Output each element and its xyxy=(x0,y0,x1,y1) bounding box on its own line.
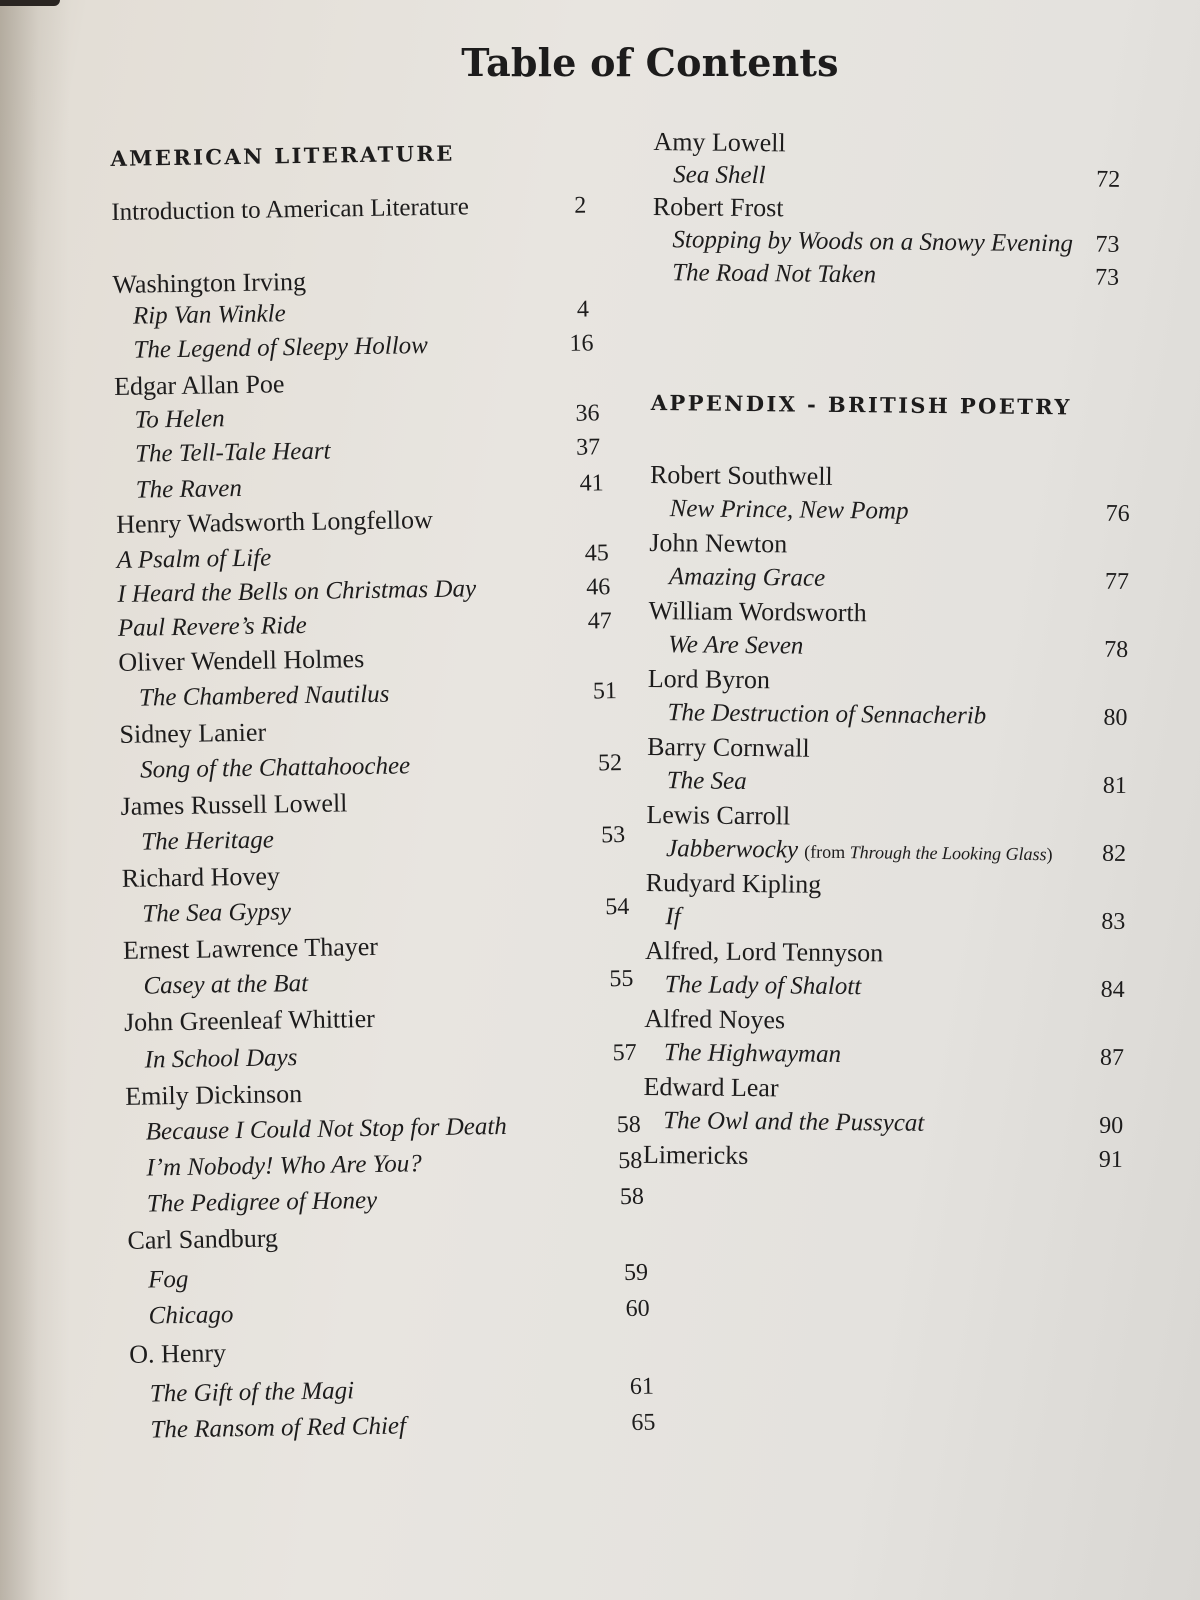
toc-author: Lewis Carroll xyxy=(646,799,791,831)
toc-row xyxy=(112,266,307,302)
toc-work: The Pedigree of Honey xyxy=(146,1186,378,1218)
page-number: 45 xyxy=(584,540,609,567)
toc-author: Sidney Lanier xyxy=(119,717,267,749)
toc-work: If xyxy=(665,903,681,931)
toc-work: The Tell-Tale Heart xyxy=(134,437,331,468)
page-number: 47 xyxy=(587,608,613,635)
toc-row xyxy=(127,1183,645,1222)
page-number: 46 xyxy=(586,574,611,601)
toc-work: To Helen xyxy=(134,405,225,434)
toc-work: Casey at the Bat xyxy=(143,969,309,1000)
toc-row xyxy=(113,369,285,404)
page-number: 84 xyxy=(1100,976,1125,1003)
toc-author: Robert Frost xyxy=(652,191,784,223)
toc-row xyxy=(116,504,434,542)
toc-author: Richard Hovey xyxy=(121,861,281,893)
section-heading-american: AMERICAN LITERATURE xyxy=(110,140,455,171)
toc-row xyxy=(129,1338,227,1372)
toc-work: The Road Not Taken xyxy=(672,259,877,289)
toc-work: The Legend of Sleepy Hollow xyxy=(133,332,429,364)
toc-work-note-close: ) xyxy=(1046,844,1053,865)
toc-work: The Sea Gypsy xyxy=(142,898,292,928)
toc-row xyxy=(126,1147,643,1186)
toc-author: Barry Cornwall xyxy=(647,731,810,763)
page-number: 41 xyxy=(579,470,604,497)
toc-author: Edgar Allan Poe xyxy=(113,369,285,401)
toc-row xyxy=(126,1111,641,1150)
page-number: 90 xyxy=(1099,1112,1124,1139)
page-number: 65 xyxy=(631,1409,656,1436)
toc-author: Henry Wadsworth Longfellow xyxy=(116,504,434,539)
toc-work: Song of the Chattahoochee xyxy=(139,752,411,784)
toc-row xyxy=(115,470,604,508)
page-number: 61 xyxy=(629,1373,655,1400)
page-number: 37 xyxy=(575,434,601,461)
toc-row xyxy=(114,400,600,438)
toc-work: The Raven xyxy=(135,474,243,504)
page-number: 4 xyxy=(576,296,590,323)
page-number: 81 xyxy=(1102,772,1127,799)
toc-work: A Psalm of Life xyxy=(116,544,272,574)
toc-row xyxy=(122,931,379,968)
toc-row xyxy=(127,1223,279,1258)
toc-author: Carl Sandburg xyxy=(127,1223,279,1255)
page-number: 52 xyxy=(597,750,623,777)
toc-row-intro xyxy=(111,192,587,230)
page-number: 72 xyxy=(1096,166,1121,193)
page-number: 54 xyxy=(605,893,630,921)
page-number: 36 xyxy=(575,400,600,427)
toc-work: The Lady of Shalott xyxy=(664,971,862,1001)
page-number: 80 xyxy=(1103,704,1128,731)
toc-row xyxy=(123,965,634,1004)
page-number: 82 xyxy=(1101,840,1127,867)
toc-work: The Chambered Nautilus xyxy=(138,680,390,712)
toc-work: The Owl and the Pussycat xyxy=(663,1107,925,1137)
toc-work: The Sea xyxy=(666,767,747,796)
toc-row xyxy=(116,540,609,578)
toc-author: Edward Lear xyxy=(643,1071,779,1103)
toc-work: The Highwayman xyxy=(663,1039,842,1069)
toc-row xyxy=(128,1295,650,1334)
page-number: 59 xyxy=(623,1259,649,1287)
page-number: 73 xyxy=(1094,264,1120,291)
toc-author: Lord Byron xyxy=(647,663,771,695)
toc-work: I’m Nobody! Who Are You? xyxy=(146,1150,422,1182)
page-number: 2 xyxy=(574,192,587,219)
toc-work: We Are Seven xyxy=(668,631,804,660)
page-number: 58 xyxy=(616,1111,641,1139)
toc-author: Rudyard Kipling xyxy=(645,867,822,899)
toc-row xyxy=(120,788,348,824)
toc-row xyxy=(118,644,365,680)
toc-work: Chicago xyxy=(148,1301,234,1330)
page-number: 78 xyxy=(1104,636,1129,663)
toc-work: Sea Shell xyxy=(673,161,766,190)
toc-author: O. Henry xyxy=(129,1338,227,1369)
toc-work: Paul Revere’s Ride xyxy=(117,611,307,642)
toc-row xyxy=(128,1259,649,1298)
toc-author: James Russell Lowell xyxy=(120,788,348,821)
page-number: 58 xyxy=(618,1147,643,1175)
toc-row xyxy=(113,296,590,334)
toc-work: The Destruction of Sennacherib xyxy=(667,699,987,730)
page-number: 91 xyxy=(1098,1146,1124,1173)
toc-work: Because I Could Not Stop for Death xyxy=(145,1112,508,1146)
page-number: 60 xyxy=(625,1295,650,1323)
toc-work xyxy=(666,832,1053,871)
page-number: 58 xyxy=(619,1183,645,1211)
toc-author: Alfred Noyes xyxy=(644,1003,786,1035)
toc-row xyxy=(117,574,611,612)
toc-work-note-source: Through the Looking Glass xyxy=(849,842,1047,865)
toc-work: Stopping by Woods on a Snowy Evening xyxy=(672,226,1074,258)
toc-row xyxy=(120,750,623,788)
toc-author: Alfred, Lord Tennyson xyxy=(644,935,884,968)
page-number: 16 xyxy=(569,330,594,357)
page-number: 87 xyxy=(1099,1044,1125,1071)
toc-work: I Heard the Bells on Christmas Day xyxy=(117,575,477,608)
page-number: 57 xyxy=(612,1039,637,1067)
corner-mark xyxy=(0,0,60,6)
toc-row xyxy=(119,678,618,716)
toc-author: John Greenleaf Whittier xyxy=(123,1003,376,1037)
toc-work: Rip Van Winkle xyxy=(132,300,286,330)
toc-work: New Prince, New Pomp xyxy=(669,495,909,525)
toc-row xyxy=(121,861,281,896)
toc-row xyxy=(115,434,601,472)
toc-row xyxy=(124,1039,637,1078)
toc-work-title: Jabberwocky xyxy=(665,835,799,864)
section-heading-appendix: APPENDIX - BRITISH POETRY xyxy=(650,389,1072,420)
toc-work: The Gift of the Magi xyxy=(149,1377,355,1408)
toc-entry: Limericks xyxy=(642,1139,749,1171)
toc-row xyxy=(123,1003,376,1040)
toc-row xyxy=(124,1079,303,1114)
toc-author: John Newton xyxy=(649,527,788,559)
toc-entry-intro: Introduction to American Literature xyxy=(111,193,470,226)
toc-row xyxy=(130,1409,656,1448)
toc-author: Amy Lowell xyxy=(653,126,786,158)
toc-work: In School Days xyxy=(144,1044,298,1074)
page-number: 77 xyxy=(1104,568,1130,595)
toc-row xyxy=(119,717,267,752)
page-number: 51 xyxy=(592,678,618,705)
toc-row xyxy=(122,893,630,932)
spine-shadow xyxy=(0,0,70,1600)
toc-author: William Wordsworth xyxy=(648,595,867,628)
toc-work: Fog xyxy=(147,1265,189,1294)
toc-work: The Ransom of Red Chief xyxy=(150,1412,407,1444)
toc-author: Ernest Lawrence Thayer xyxy=(122,931,379,965)
toc-author: Robert Southwell xyxy=(649,459,833,491)
toc-author: Oliver Wendell Holmes xyxy=(118,644,365,677)
page-number: 73 xyxy=(1095,231,1120,258)
page-number: 55 xyxy=(609,965,634,993)
toc-work: The Heritage xyxy=(141,826,275,856)
toc-author: Emily Dickinson xyxy=(124,1079,303,1111)
toc-row xyxy=(121,821,626,860)
toc-work: Amazing Grace xyxy=(668,563,826,592)
toc-row xyxy=(113,330,594,368)
page-number: 53 xyxy=(600,821,626,849)
page-number: 83 xyxy=(1101,908,1126,935)
toc-work-note: (from xyxy=(804,841,850,863)
page-number: 76 xyxy=(1105,500,1130,527)
toc-author: Washington Irving xyxy=(112,266,307,299)
toc-row xyxy=(130,1373,655,1412)
toc-row xyxy=(117,608,613,646)
page-title: Table of Contents xyxy=(461,40,839,85)
